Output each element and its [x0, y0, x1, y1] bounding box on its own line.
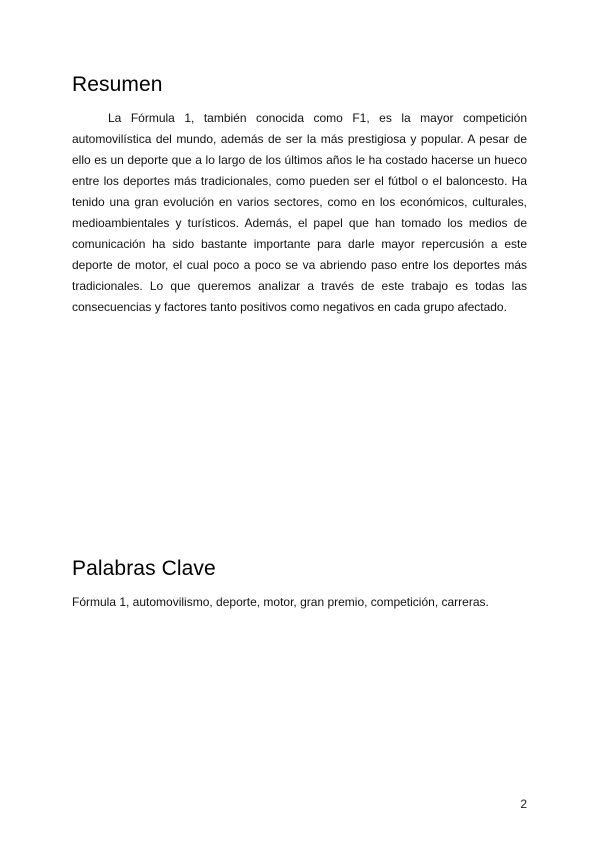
abstract-line: medioambientales y turísticos. Además, el papel que han tomado los medios de	[72, 216, 527, 230]
keywords-heading: Palabras Clave	[72, 557, 216, 580]
keywords-list: Fórmula 1, automovilismo, deporte, motor, gran premio, competición, carreras.	[72, 595, 489, 609]
abstract-paragraph	[72, 108, 527, 318]
abstract-line: tenido una gran evolución en varios sectores, como en los económicos, culturales,	[72, 195, 527, 209]
resumen-heading: Resumen	[72, 73, 163, 96]
abstract-line: deporte de motor, el cual poco a poco se va abriendo paso entre los deportes más	[72, 258, 527, 272]
page-number: 2	[520, 797, 527, 811]
abstract-line: La Fórmula 1, también conocida como F1, es la mayor competición	[108, 111, 527, 125]
abstract-line: automovilística del mundo, además de ser la más prestigiosa y popular. A pesar de	[72, 132, 527, 146]
abstract-line: ello es un deporte que a lo largo de los últimos años le ha costado hacerse un hueco	[72, 153, 527, 167]
abstract-line: entre los deportes más tradicionales, como pueden ser el fútbol o el baloncesto. Ha	[72, 174, 527, 188]
abstract-line: consecuencias y factores tanto positivos como negativos en cada grupo afectado.	[72, 300, 507, 314]
abstract-line: tradicionales. Lo que queremos analizar a través de este trabajo es todas las	[72, 279, 527, 293]
abstract-line: comunicación ha sido bastante importante para darle mayor repercusión a este	[72, 237, 527, 251]
